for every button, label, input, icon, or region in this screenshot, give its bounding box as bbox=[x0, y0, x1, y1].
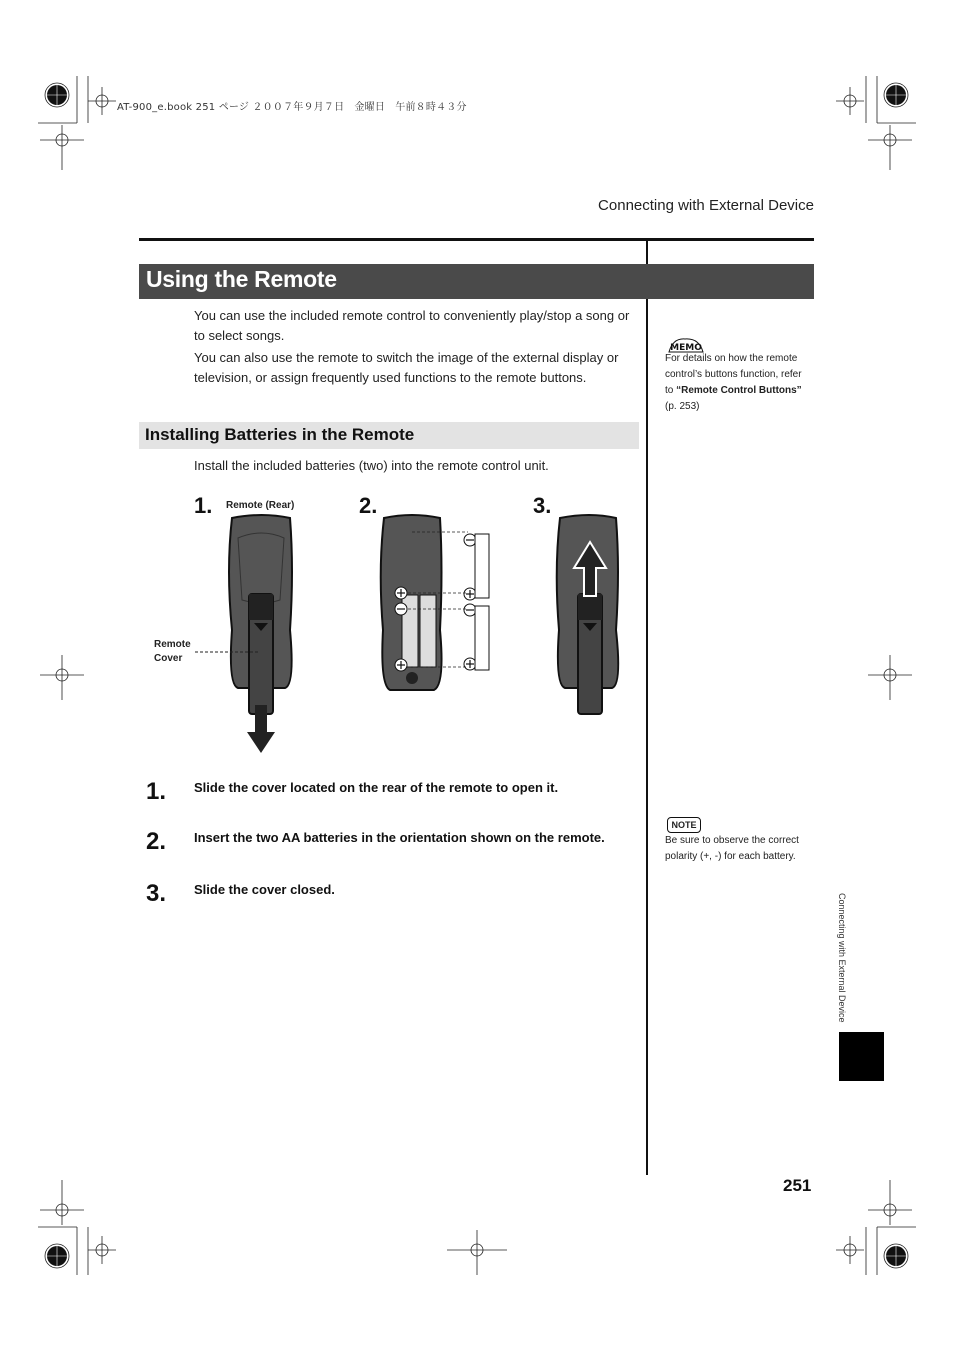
subsection-intro: Install the included batteries (two) into the remote control unit. bbox=[194, 458, 549, 473]
memo-label: MEMO bbox=[670, 343, 702, 353]
remote-rear-open-cover bbox=[195, 515, 292, 753]
intro-paragraph-1: You can use the included remote control to conveniently play/stop a song or to select songs. bbox=[194, 308, 630, 343]
step-2-text: Insert the two AA batteries in the orientation shown on the remote. bbox=[194, 830, 605, 845]
memo-text bbox=[665, 351, 810, 415]
label-remote-rear: Remote (Rear) bbox=[226, 500, 295, 511]
header-rule bbox=[139, 238, 814, 241]
step-1-number: 1. bbox=[146, 778, 167, 805]
figure-step-1-number: 1. bbox=[194, 493, 213, 518]
side-tab-label: Connecting with External Device bbox=[837, 893, 847, 1023]
remote-cover-closed bbox=[557, 515, 619, 714]
note-label: NOTE bbox=[667, 817, 701, 833]
label-remote-cover-line2: Cover bbox=[154, 653, 183, 664]
memo-link[interactable]: “Remote Control Buttons” bbox=[676, 385, 802, 396]
battery-installation-illustration bbox=[150, 510, 640, 760]
figure-step-2-number: 2. bbox=[359, 493, 378, 518]
step-1-text: Slide the cover located on the rear of the remote to open it. bbox=[194, 780, 559, 795]
note-text: Be sure to observe the correct polarity (+, -) for each battery. bbox=[665, 835, 799, 862]
column-divider bbox=[646, 238, 648, 1175]
remote-battery-compartment bbox=[381, 515, 489, 690]
step-3-number: 3. bbox=[146, 880, 167, 907]
print-info: AT-900_e.book 251 ページ ２００７年９月７日 金曜日 午前８時４３分 bbox=[117, 102, 467, 113]
page-number: 251 bbox=[783, 1176, 812, 1195]
step-2-number: 2. bbox=[146, 828, 167, 855]
memo-text-before: For details on how the remote control’s buttons function, refer to bbox=[665, 353, 802, 396]
subsection-title: Installing Batteries in the Remote bbox=[145, 425, 415, 444]
side-tab-block bbox=[839, 1032, 884, 1081]
figure-step-3-number: 3. bbox=[533, 493, 552, 518]
label-remote-cover-line1: Remote bbox=[154, 639, 191, 650]
page-title: Using the Remote bbox=[146, 266, 337, 292]
intro-paragraph-2: You can also use the remote to switch the image of the external display or television, or assign frequently used functions to the remote buttons. bbox=[194, 350, 619, 385]
section-header: Connecting with External Device bbox=[598, 197, 814, 214]
memo-text-after: (p. 253) bbox=[665, 401, 700, 412]
step-3-text: Slide the cover closed. bbox=[194, 882, 335, 897]
